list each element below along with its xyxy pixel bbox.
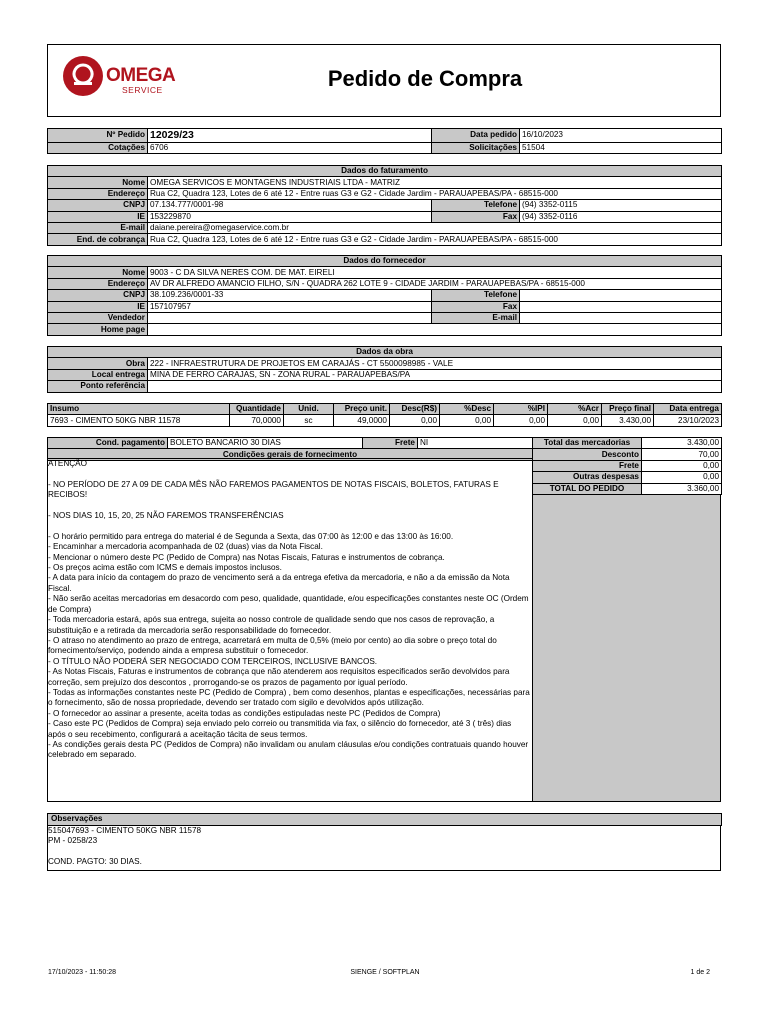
cond-paragraph: - Mencionar o número deste PC (Pedido de Compra) nas Notas Fiscais, Faturas e instrumentos de cobrança. [48, 552, 445, 562]
pedido-table [47, 128, 722, 154]
cond-paragraph: - O atraso no atendimento ao prazo de entrega, acarretará em multa de 0,5% (meio por cento) ao dia sobre o preço total do fornecimento/serviço, podendo ainda a empresa substituir o fornecedor. [48, 635, 497, 656]
condicoes-title: Condições gerais de fornecimento [48, 449, 533, 460]
cond-paragraph: - Caso este PC (Pedidos de Compra) seja enviado pelo correio ou transmitida via fax, o silêncio do fornecedor, até 3 ( três) dias após o seu recebimento, configurará a aceitação tácita de seus termos. [48, 719, 512, 739]
forn-email-label: E-mail [432, 312, 520, 323]
table-row [48, 415, 722, 426]
forn-nome-label: Nome [48, 267, 148, 278]
cond-paragraph: - As condições gerais desta PC (Pedidos de Compra) não invalidam ou anulam cláusulas e/ou condições contratuais quando houver celebrado em separado. [48, 739, 529, 760]
cond-paragraph: - Não serão aceitas mercadorias em desacordo com peso, qualidade, quantidade, e/ou especificações constantes neste OC (Ordem de Compra) [48, 594, 529, 614]
cond-paragraph: - Os preços acima estão com ICMS e demais impostos inclusos. [48, 563, 282, 573]
cond-paragraph [48, 521, 530, 531]
fornecedor-table [47, 255, 722, 336]
outras-despesas-label: Outras despesas [533, 472, 642, 483]
total-pedido-value: 3.360,00 [642, 483, 722, 494]
frete-label: Frete [363, 438, 418, 449]
fat-nome-label: Nome [48, 177, 148, 188]
item-pct-ipi: 0,00 [494, 415, 548, 426]
item-insumo: 7693 - CIMENTO 50KG NBR 11578 [48, 415, 230, 426]
ponto-referencia-value [148, 381, 722, 392]
fat-cobranca: Rua C2, Quadra 123, Lotes de 6 até 12 - Entre ruas G3 e G2 - Cidade Jardim - PARAUAPEBAS/PA - 68515-000 [148, 234, 722, 245]
cond-paragraph: - NOS DIAS 10, 15, 20, 25 NÃO FAREMOS TRANSFERÊNCIAS [48, 511, 284, 521]
itens-table [47, 403, 722, 427]
cotacoes-label: Cotações [48, 142, 148, 153]
fat-ie-label: IE [48, 211, 148, 222]
obra-value: 222 - INFRAESTRUTURA DE PROJETOS EM CARAJÁS - CT 5500098985 - VALE [148, 358, 722, 369]
fornecedor-title: Dados do fornecedor [48, 256, 722, 267]
total-pedido-label: TOTAL DO PEDIDO [533, 483, 642, 494]
cotacoes-value: 6706 [148, 142, 432, 153]
fat-fax-label: Fax [432, 211, 520, 222]
fat-email-label: E-mail [48, 222, 148, 233]
obs-line [48, 847, 201, 857]
cond-paragraph: - Toda mercadoria estará, após sua entrega, sujeita ao nosso controle de qualidade sendo que nos casos de reprovação, a substituição e a retirada da mercadoria serão responsabilidade do fornecedor. [48, 615, 495, 635]
cond-paragraph [48, 469, 530, 479]
local-entrega-label: Local entrega [48, 369, 148, 380]
total-mercadorias-label: Total das mercadorias [533, 438, 642, 449]
cond-paragraph [48, 501, 530, 511]
pedido-numero: 12029/23 [148, 129, 432, 143]
fat-telefone: (94) 3352-0115 [520, 200, 722, 211]
col-insumo: Insumo [48, 404, 230, 415]
forn-cnpj: 38.109.236/0001-33 [148, 290, 432, 301]
observacoes-title: Observações [47, 813, 722, 826]
col-pct-acr: %Acr [548, 404, 602, 415]
item-pct-desc: 0,00 [440, 415, 494, 426]
fat-cobranca-label: End. de cobrança [48, 234, 148, 245]
obra-title: Dados da obra [48, 347, 722, 358]
col-data-entrega: Data entrega [654, 404, 722, 415]
footer-datetime: 17/10/2023 - 11:50:28 [48, 969, 116, 976]
total-mercadorias-value: 3.430,00 [642, 438, 722, 449]
forn-ie-label: IE [48, 301, 148, 312]
observacoes-lines [48, 826, 201, 868]
forn-fax-label: Fax [432, 301, 520, 312]
cond-pagamento-label: Cond. pagamento [48, 438, 168, 449]
page-title: Pedido de Compra [327, 66, 523, 91]
footer-system: SIENGE / SOFTPLAN [350, 969, 420, 976]
col-desc-rs: Desc(R$) [390, 404, 440, 415]
item-preco-final: 3.430,00 [602, 415, 654, 426]
forn-nome: 9003 - C DA SILVA NERES COM. DE MAT. EIRELI [148, 267, 722, 278]
desconto-label: Desconto [533, 449, 642, 460]
omega-logo-icon [63, 56, 103, 96]
pedido-data: 16/10/2023 [520, 129, 722, 143]
col-preco-unit: Preço unit. [334, 404, 390, 415]
obs-line: 515047693 - CIMENTO 50KG NBR 11578 [48, 826, 202, 835]
forn-fax [520, 301, 722, 312]
col-unid: Unid. [284, 404, 334, 415]
fat-telefone-label: Telefone [432, 200, 520, 211]
desconto-value: 70,00 [642, 449, 722, 460]
frete-value: NI [418, 438, 533, 449]
cond-paragraph: - A data para início da contagem do prazo de vencimento será a da entrega efetiva da mercadoria, e não a da emissão da Nota Fiscal. [48, 573, 510, 593]
solicitacoes-value: 51504 [520, 142, 722, 153]
obra-label: Obra [48, 358, 148, 369]
totais-frete-value: 0,00 [642, 460, 722, 471]
forn-homepage [148, 324, 722, 335]
fat-email: daiane.pereira@omegaservice.com.br [148, 222, 722, 233]
fat-endereco-label: Endereço [48, 188, 148, 199]
fat-ie: 153229870 [148, 211, 432, 222]
solicitacoes-label: Solicitações [432, 142, 520, 153]
forn-cnpj-label: CNPJ [48, 290, 148, 301]
item-desc-rs: 0,00 [390, 415, 440, 426]
faturamento-title: Dados do faturamento [48, 166, 722, 177]
footer-page: 1 de 2 [690, 969, 710, 976]
item-data-entrega: 23/10/2023 [654, 415, 722, 426]
obs-line: COND. PAGTO: 30 DIAS. [48, 857, 142, 867]
fat-fax: (94) 3352-0116 [520, 211, 722, 222]
forn-telefone [520, 290, 722, 301]
cond-paragraph: - As Notas Fiscais, Faturas e instrumentos de cobrança que não atenderem aos requisitos especificados serão devolvidos para correção, sem prejuízo dos descontos , prorrogando-se os prazos de pagamento por igual período. [48, 667, 510, 687]
cond-paragraph: - Todas as informações constantes neste PC (Pedido de Compra) , bem como desenhos, plantas e especificações, necessárias para o fornecimento, são de nossa propriedade, devendo ser tratado com sigilo e devolvidos após utilização. [48, 687, 530, 708]
item-unid: sc [284, 415, 334, 426]
logo-name: OMEGA [106, 65, 176, 86]
cond-paragraph: - O TÍTULO NÃO PODERÁ SER NEGOCIADO COM TERCEIROS, INCLUSIVE BANCOS. [48, 656, 378, 666]
forn-vendedor [148, 312, 432, 323]
fat-endereco: Rua C2, Quadra 123, Lotes de 6 até 12 - Entre ruas G3 e G2 - Cidade Jardim - PARAUAPEBAS/PA - 68515-000 [148, 188, 722, 199]
obs-line: PM - 0258/23 [48, 836, 98, 846]
local-entrega-value: MINA DE FERRO CARAJAS, SN - ZONA RURAL - PARAUAPEBAS/PA [148, 369, 722, 380]
forn-vendedor-label: Vendedor [48, 312, 148, 323]
forn-endereco-label: Endereço [48, 278, 148, 289]
item-quantidade: 70,0000 [230, 415, 284, 426]
totais-table [532, 437, 722, 495]
forn-telefone-label: Telefone [432, 290, 520, 301]
col-preco-final: Preço final [602, 404, 654, 415]
col-pct-ipi: %IPI [494, 404, 548, 415]
pedido-data-label: Data pedido [432, 129, 520, 143]
pedido-numero-label: Nº Pedido [48, 129, 148, 143]
item-preco-unit: 49,0000 [334, 415, 390, 426]
logo-subname: SERVICE [122, 85, 163, 95]
condicoes-text [48, 459, 530, 761]
forn-homepage-label: Home page [48, 324, 148, 335]
fat-cnpj: 07.134.777/0001-98 [148, 200, 432, 211]
cond-pagamento-value: BOLETO BANCARIO 30 DIAS [168, 438, 363, 449]
cond-paragraph: - NO PERÍODO DE 27 A 09 DE CADA MÊS NÃO FAREMOS PAGAMENTOS DE NOTAS FISCAIS, BOLETOS, FATURAS E RECIBOS! [48, 479, 499, 500]
ponto-referencia-label: Ponto referência [48, 381, 148, 392]
forn-email [520, 312, 722, 323]
fat-nome: OMEGA SERVICOS E MONTAGENS INDUSTRIAIS LTDA - MATRIZ [148, 177, 722, 188]
cond-paragraph: - Encaminhar a mercadoria acompanhada de 02 (duas) vias da Nota Fiscal. [48, 542, 323, 552]
col-quantidade: Quantidade [230, 404, 284, 415]
col-pct-desc: %Desc [440, 404, 494, 415]
faturamento-table [47, 165, 722, 246]
cond-paragraph: - O horário permitido para entrega do material é de Segunda a Sexta, das 07:00 às 12:00 e das 13:00 às 16:00. [48, 531, 454, 541]
itens-header-row [48, 404, 722, 415]
fat-cnpj-label: CNPJ [48, 200, 148, 211]
obra-table [47, 346, 722, 393]
forn-ie: 157107957 [148, 301, 432, 312]
outras-despesas-value: 0,00 [642, 472, 722, 483]
item-pct-acr: 0,00 [548, 415, 602, 426]
totais-frete-label: Frete [533, 460, 642, 471]
cond-paragraph: - O fornecedor ao assinar a presente, aceita todas as condições estipuladas neste PC (Pedidos de Compra) [48, 708, 441, 718]
cond-paragraph: ATENÇÃO [48, 459, 87, 468]
forn-endereco: AV DR ALFREDO AMANCIO FILHO, S/N - QUADRA 262 LOTE 9 - CIDADE JARDIM - PARAUAPEBAS/PA - 68515-000 [148, 278, 722, 289]
